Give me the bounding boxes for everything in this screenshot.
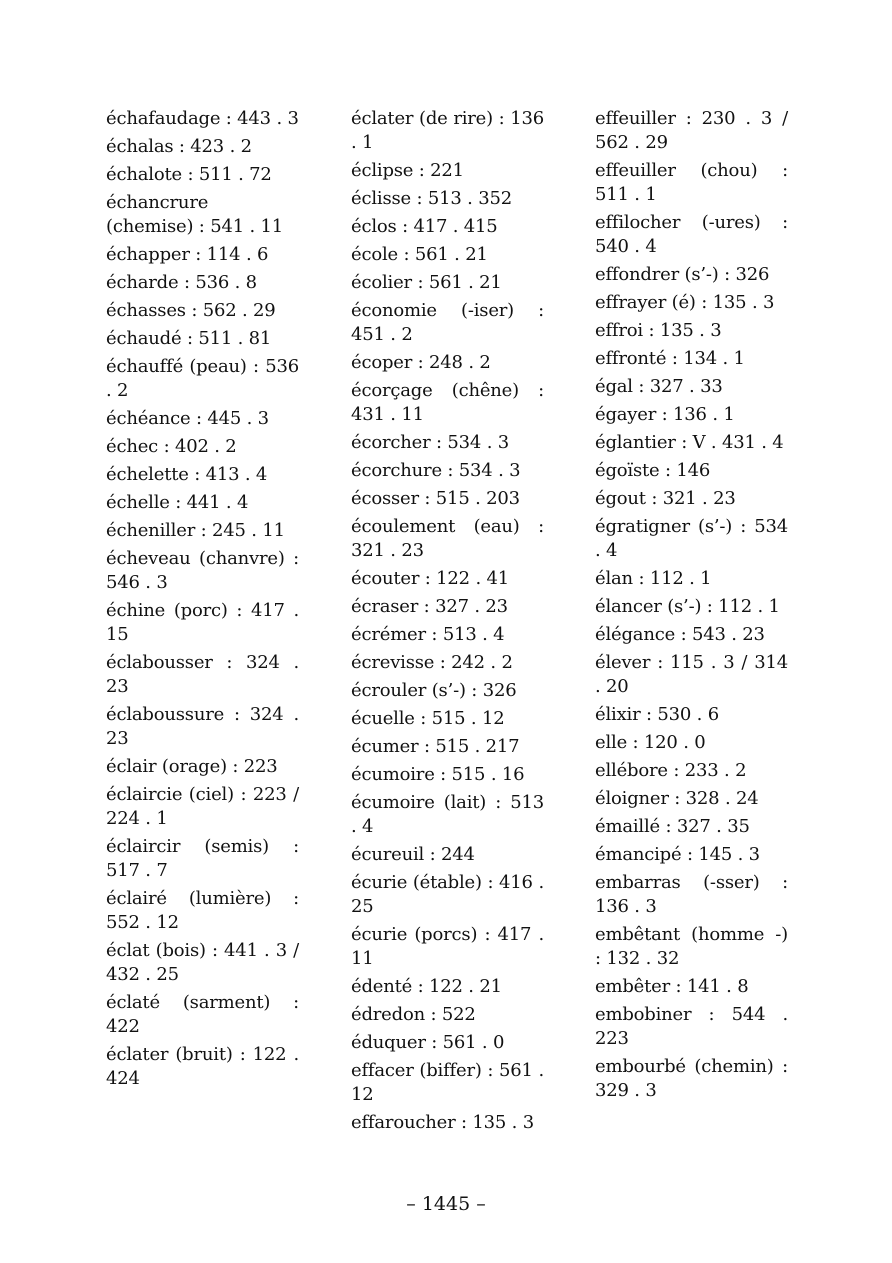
index-entry: échapper : 114 . 6 <box>106 244 269 265</box>
index-entry: émancipé : 145 . 3 <box>595 844 760 865</box>
index-entry: écharde : 536 . 8 <box>106 272 257 293</box>
index-entry: élixir : 530 . 6 <box>595 704 719 725</box>
index-entry: éclater (de rire) : 136 . 1 <box>351 108 544 153</box>
index-entry: échaudé : 511 . 81 <box>106 328 272 349</box>
index-entry: effeuiller : 230 . 3 / 562 . 29 <box>595 108 788 153</box>
index-entry: effacer (biffer) : 561 . 12 <box>351 1060 544 1105</box>
index-entry: échelette : 413 . 4 <box>106 464 268 485</box>
index-entry: écorcher : 534 . 3 <box>351 432 509 453</box>
index-entry: éclaircie (ciel) : 223 / 224 . 1 <box>106 784 299 829</box>
index-entry: elle : 120 . 0 <box>595 732 706 753</box>
index-entry: effeuiller (chou) : 511 . 1 <box>595 160 788 205</box>
index-entry: éclairé (lumière) : 552 . 12 <box>106 888 299 933</box>
index-entry: écumoire (lait) : 513 . 4 <box>351 792 544 837</box>
index-entry: égoïste : 146 <box>595 460 711 481</box>
index-entry: écheniller : 245 . 11 <box>106 520 285 541</box>
index-column-2 <box>351 107 544 1139</box>
index-entry: embourbé (chemin) : 329 . 3 <box>595 1056 788 1101</box>
index-entry: émaillé : 327 . 35 <box>595 816 750 837</box>
index-entry: écheveau (chanvre) : 546 . 3 <box>106 548 299 593</box>
index-entry: économie (-iser) : 451 . 2 <box>351 300 544 345</box>
index-entry: échauffé (peau) : 536 . 2 <box>106 356 299 401</box>
index-entry: échalote : 511 . 72 <box>106 164 272 185</box>
index-entry: éclair (orage) : 223 <box>106 756 278 777</box>
index-entry: écurie (porcs) : 417 . 11 <box>351 924 544 969</box>
index-entry: effroi : 135 . 3 <box>595 320 722 341</box>
index-column-3 <box>595 107 788 1107</box>
index-entry: effrayer (é) : 135 . 3 <box>595 292 775 313</box>
index-entry: effronté : 134 . 1 <box>595 348 745 369</box>
index-entry: échine (porc) : 417 . 15 <box>106 600 299 645</box>
index-entry: effaroucher : 135 . 3 <box>351 1112 534 1133</box>
index-entry: écumoire : 515 . 16 <box>351 764 525 785</box>
index-entry: embêtant (homme -) : 132 . 32 <box>595 924 788 969</box>
index-entry: éclaircir (semis) : 517 . 7 <box>106 836 299 881</box>
index-entry: égout : 321 . 23 <box>595 488 736 509</box>
index-entry: élever : 115 . 3 / 314 . 20 <box>595 652 788 697</box>
index-entry: échasses : 562 . 29 <box>106 300 276 321</box>
index-entry: échafaudage : 443 . 3 <box>106 108 299 129</box>
index-entry: éclabousser : 324 . 23 <box>106 652 299 697</box>
index-entry: embêter : 141 . 8 <box>595 976 749 997</box>
index-entry: écorchure : 534 . 3 <box>351 460 521 481</box>
index-column-1 <box>106 107 299 1095</box>
index-entry: édenté : 122 . 21 <box>351 976 502 997</box>
index-entry: écrouler (s’-) : 326 <box>351 680 517 701</box>
index-entry: écumer : 515 . 217 <box>351 736 520 757</box>
index-entry: échec : 402 . 2 <box>106 436 237 457</box>
index-entry: échancrure (chemise) : 541 . 11 <box>106 192 284 237</box>
index-entry: écouter : 122 . 41 <box>351 568 509 589</box>
index-entry: écosser : 515 . 203 <box>351 488 520 509</box>
index-entry: éclater (bruit) : 122 . 424 <box>106 1044 299 1089</box>
index-entry: édredon : 522 <box>351 1004 476 1025</box>
index-entry: écureuil : 244 <box>351 844 475 865</box>
index-entry: écrémer : 513 . 4 <box>351 624 505 645</box>
index-entry: effilocher (-ures) : 540 . 4 <box>595 212 788 257</box>
index-entry: élan : 112 . 1 <box>595 568 712 589</box>
index-entry: éclipse : 221 <box>351 160 464 181</box>
index-entry: écraser : 327 . 23 <box>351 596 508 617</box>
index-entry: écuelle : 515 . 12 <box>351 708 505 729</box>
index-entry: éclat (bois) : 441 . 3 / 432 . 25 <box>106 940 299 985</box>
index-entry: écoulement (eau) : 321 . 23 <box>351 516 544 561</box>
index-entry: élégance : 543 . 23 <box>595 624 765 645</box>
index-entry: éduquer : 561 . 0 <box>351 1032 505 1053</box>
index-entry: égayer : 136 . 1 <box>595 404 735 425</box>
index-entry: écorçage (chêne) : 431 . 11 <box>351 380 544 425</box>
index-entry: éclaté (sarment) : 422 <box>106 992 299 1037</box>
index-entry: ellébore : 233 . 2 <box>595 760 747 781</box>
index-entry: échalas : 423 . 2 <box>106 136 252 157</box>
index-entry: embobiner : 544 . 223 <box>595 1004 788 1049</box>
index-entry: écoper : 248 . 2 <box>351 352 491 373</box>
index-entry: école : 561 . 21 <box>351 244 488 265</box>
index-entry: égal : 327 . 33 <box>595 376 723 397</box>
index-entry: éloigner : 328 . 24 <box>595 788 759 809</box>
index-entry: effondrer (s’-) : 326 <box>595 264 770 285</box>
index-entry: écolier : 561 . 21 <box>351 272 502 293</box>
index-entry: élancer (s’-) : 112 . 1 <box>595 596 780 617</box>
index-entry: échelle : 441 . 4 <box>106 492 249 513</box>
index-entry: éclos : 417 . 415 <box>351 216 498 237</box>
page-number: – 1445 – <box>406 1193 486 1215</box>
index-entry: égratigner (s’-) : 534 . 4 <box>595 516 788 561</box>
index-entry: éclaboussure : 324 . 23 <box>106 704 299 749</box>
index-entry: écrevisse : 242 . 2 <box>351 652 513 673</box>
index-entry: échéance : 445 . 3 <box>106 408 269 429</box>
index-entry: embarras (-sser) : 136 . 3 <box>595 872 788 917</box>
index-entry: écurie (étable) : 416 . 25 <box>351 872 544 917</box>
index-entry: éclisse : 513 . 352 <box>351 188 512 209</box>
index-entry: églantier : V . 431 . 4 <box>595 432 784 453</box>
